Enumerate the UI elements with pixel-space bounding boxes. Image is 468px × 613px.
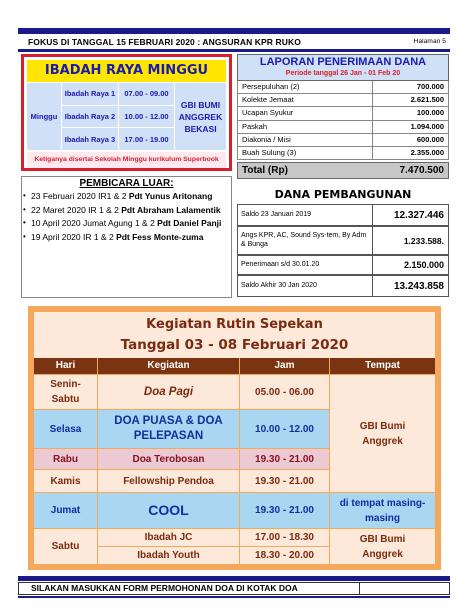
dana-value: 12.327.446 xyxy=(393,209,444,221)
laporan-label: Diakonia / Misi xyxy=(242,134,291,144)
ibadah-service-time: 17.00 - 19.00 xyxy=(119,128,174,150)
footer-text: SILAKAN MASUKKAN FORM PERMOHONAN DOA DI KOTAK DOA xyxy=(31,583,298,593)
laporan-row xyxy=(237,81,449,94)
dana-title: DANA PEMBANGUNAN xyxy=(274,188,412,201)
kegiatan-subtitle: Tanggal 03 - 08 Februari 2020 xyxy=(120,337,349,353)
laporan-value: 1.094.000 xyxy=(410,121,444,131)
laporan-title: LAPORAN PENERIMAAN DANA xyxy=(259,56,427,68)
ibadah-service-name: Ibadah Raya 1 xyxy=(62,83,118,105)
pembicara-list xyxy=(22,191,231,242)
ibadah-service-name: Ibadah Raya 2 xyxy=(62,106,118,128)
table-cell-hari: Sabtu xyxy=(34,529,97,564)
laporan-row xyxy=(237,107,449,120)
table-cell-kegiatan: Doa Pagi xyxy=(98,375,239,409)
table-cell-hari: Kamis xyxy=(34,470,97,492)
dana-row xyxy=(237,275,449,297)
table-cell-kegiatan: Ibadah JC xyxy=(98,529,239,546)
table-cell-jam: 19.30 - 21.00 xyxy=(240,470,329,492)
ibadah-place: GBI BUMI ANGGREK BEKASI xyxy=(175,83,226,150)
ibadah-service-time: 10.00 - 12.00 xyxy=(119,106,174,128)
laporan-value: 2.621.500 xyxy=(410,95,444,105)
ibadah-note: Ketiganya disertai Sekolah Minggu kurikulum Superbook xyxy=(27,152,226,168)
table-cell-kegiatan: Fellowship Pendoa xyxy=(98,470,239,492)
laporan-value: 700.000 xyxy=(416,82,444,91)
bullet-icon: • xyxy=(23,191,26,200)
table-cell-tempat: GBI Bumi Anggrek xyxy=(330,529,435,564)
table-cell-kegiatan: Ibadah Youth xyxy=(98,547,239,564)
kegiatan-header xyxy=(34,312,435,358)
table-cell-kegiatan: Doa Terobosan xyxy=(98,449,239,469)
bullet-icon: • xyxy=(23,231,26,241)
header-title: FOKUS DI TANGGAL 15 FEBRUARI 2020 : ANGSURAN KPR RUKO xyxy=(28,37,301,47)
top-rule xyxy=(18,28,450,34)
header-rule xyxy=(18,49,450,52)
bottom-rule xyxy=(18,576,450,581)
col-header-tempat: Tempat xyxy=(330,358,435,374)
kegiatan-rutin xyxy=(28,306,441,570)
dana-row xyxy=(237,226,449,255)
bullet-icon: • xyxy=(23,218,26,227)
laporan-row xyxy=(237,94,449,107)
bullet-icon: • xyxy=(23,204,26,214)
pembicara-title: PEMBICARA LUAR: xyxy=(79,178,174,189)
table-cell-hari: Selasa xyxy=(34,410,97,448)
list-item: • 19 April 2020 IR 1 & 2 Pdt Fess Monte-zuma xyxy=(23,231,204,242)
laporan-row xyxy=(237,147,449,160)
laporan-value: 600.000 xyxy=(416,134,444,144)
table-cell-jam: 18.30 - 20.00 xyxy=(240,547,329,564)
bottom-rule-2 xyxy=(18,596,450,598)
laporan-label: Ucapan Syukur xyxy=(242,108,294,118)
col-header-hari: Hari xyxy=(34,358,97,374)
table-cell-hari: Jumat xyxy=(34,493,97,528)
pembicara-luar xyxy=(21,176,232,298)
table-cell-tempat: di tempat masing-masing xyxy=(330,493,435,528)
dana-row xyxy=(237,204,449,226)
footer-divider xyxy=(359,583,360,594)
dana-value: 1.233.588. xyxy=(403,235,444,246)
total-label: Total (Rp) xyxy=(242,165,288,176)
dana-label: Saldo Akhir 30 Jan 2020 xyxy=(241,281,317,289)
col-header-jam: Jam xyxy=(240,358,329,374)
table-cell-hari: Senin-Sabtu xyxy=(34,375,97,409)
laporan-total xyxy=(237,162,449,179)
list-item: • 10 April 2020 Jumat Agung 1 & 2 Pdt Daniel Panji xyxy=(23,218,222,228)
laporan-row xyxy=(237,121,449,134)
ibadah-title: IBADAH RAYA MINGGU xyxy=(27,60,226,82)
laporan-row xyxy=(237,134,449,147)
laporan-label: Buah Sulung (3) xyxy=(242,148,297,157)
dana-value: 13.243.858 xyxy=(393,280,444,292)
ibadah-service-name: Ibadah Raya 3 xyxy=(62,128,118,150)
table-cell-jam: 05.00 - 06.00 xyxy=(240,375,329,409)
page-number: Halaman 5 xyxy=(413,38,446,45)
ibadah-service-time: 07.00 - 09.00 xyxy=(119,83,174,105)
laporan-label: Persepuluhan (2) xyxy=(242,82,300,91)
page-header xyxy=(18,36,450,49)
table-cell-jam: 19.30 - 21.00 xyxy=(240,493,329,528)
table-cell-tempat: GBI Bumi Anggrek xyxy=(330,375,435,492)
ibadah-raya-box xyxy=(21,54,232,171)
table-cell-jam: 17.00 - 18.30 xyxy=(240,529,329,546)
dana-label: Penerimaan s/d 30.01.20 xyxy=(241,260,320,268)
laporan-label: Paskah xyxy=(242,121,268,131)
laporan-value: 100.000 xyxy=(416,108,444,118)
laporan-period: Periode tanggal 26 Jan - 01 Feb 20 xyxy=(285,70,401,77)
col-header-kegiatan: Kegiatan xyxy=(98,358,239,374)
dana-label: Angs KPR, AC, Sound Sys-tem, By Adm & Bunga xyxy=(241,232,367,248)
laporan-label: Kolekte Jemaat xyxy=(242,95,294,105)
dana-value: 2.150.000 xyxy=(403,260,444,270)
ibadah-day: Minggu xyxy=(27,83,61,150)
dana-label: Saldo 23 Januari 2019 xyxy=(241,210,312,218)
dana-row xyxy=(237,255,449,275)
kegiatan-title: Kegiatan Rutin Sepekan xyxy=(146,317,323,332)
table-cell-kegiatan: COOL xyxy=(98,493,239,528)
total-value: 7.470.500 xyxy=(399,165,444,176)
page-footer xyxy=(18,582,450,595)
table-cell-jam: 10.00 - 12.00 xyxy=(240,410,329,448)
table-cell-jam: 19.30 - 21.00 xyxy=(240,449,329,469)
laporan-value: 2.355.000 xyxy=(410,148,444,157)
list-item: • 22 Maret 2020 IR 1 & 2 Pdt Abraham Lalamentik xyxy=(23,204,221,215)
table-cell-kegiatan: DOA PUASA & DOA PELEPASAN xyxy=(98,410,239,448)
laporan-header xyxy=(237,54,449,81)
table-cell-hari: Rabu xyxy=(34,449,97,469)
list-item: • 23 Februari 2020 IR1 & 2 Pdt Yunus Aritonang xyxy=(23,191,213,201)
